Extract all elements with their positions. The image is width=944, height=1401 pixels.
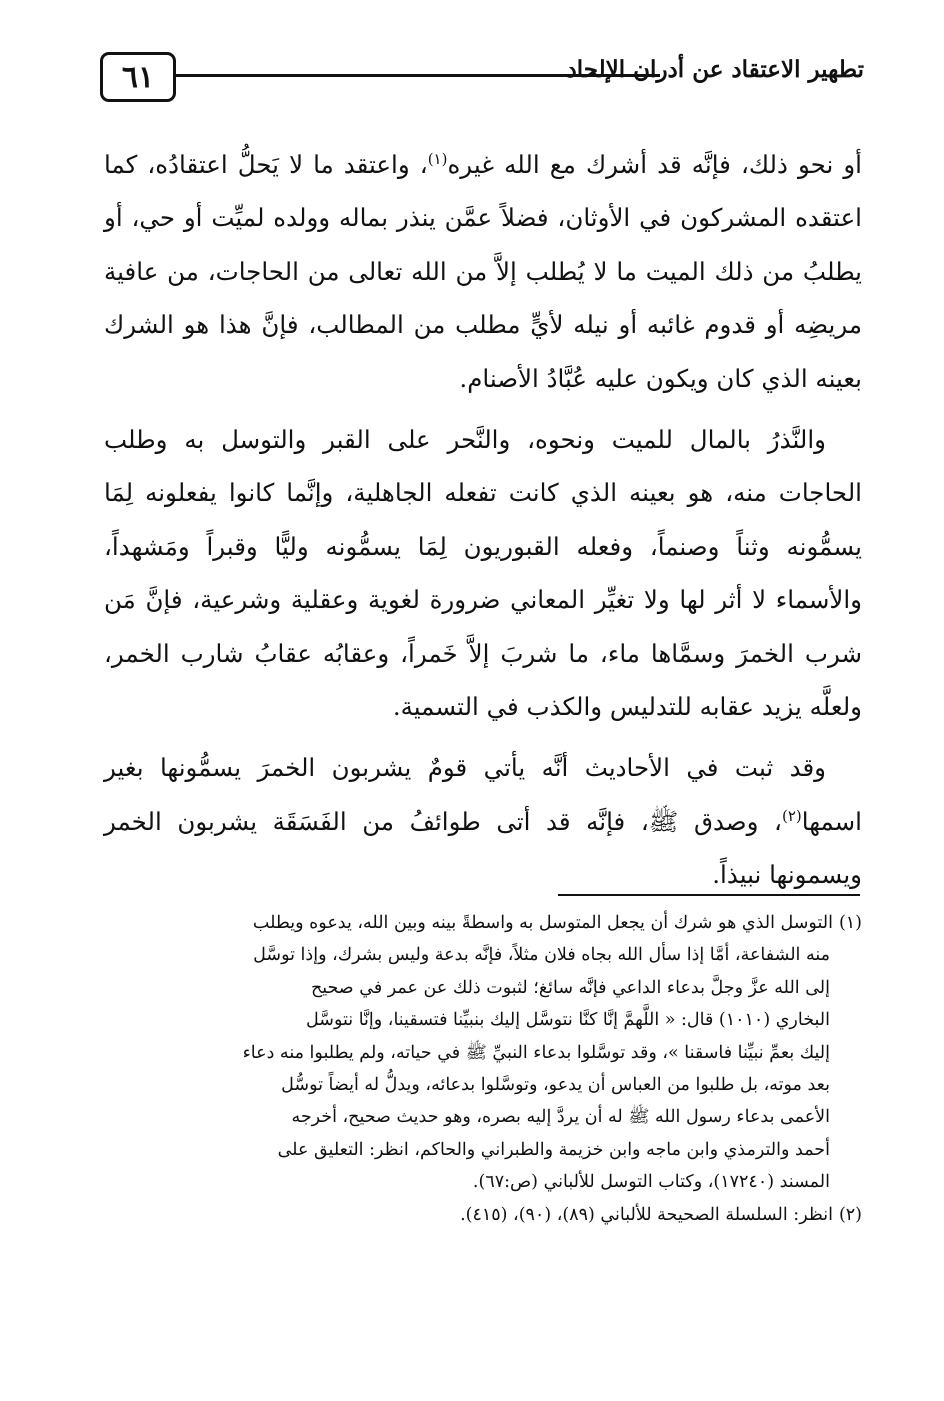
footnote-ref-1: (١) bbox=[427, 149, 448, 168]
paragraph-1-part-b: ، واعتقد ما لا يَحلُّ اعتقادُه، كما اعتقده المشركون في الأوثان، فضلاً عمَّن ينذر بماله وولده لميِّت أو حي، أو يطلبُ من ذلك الميت ما لا يُطلب إلاَّ من الله تعالى من الحاجات، من عافية مريضِه أو قدوم غائبه أو نيله لأيٍّ مطلب من المطالب، فإنَّ هذا هو الشرك بعينه الذي كان ويكون عليه عُبَّادُ الأصنام. bbox=[104, 150, 862, 393]
footnote-1-line-4: البخاري (١٠١٠) قال: « اللَّهمَّ إنَّا كنَّا نتوسَّل إليك بنبيِّنا فتسقينا، وإنَّا نتوسَّل bbox=[306, 1010, 830, 1031]
running-header bbox=[100, 52, 864, 102]
footnote-1-line-7: الأعمى بدعاء رسول الله ﷺ له أن يردَّ إليه بصره، وهو حديث صحيح، أخرجه bbox=[291, 1107, 830, 1128]
paragraph-1-part-a: أو نحو ذلك، فإنَّه قد أشرك مع الله غيره bbox=[447, 150, 862, 179]
footnote-2-number: (٢) bbox=[838, 1204, 862, 1225]
book-title: تطهير الاعتقاد عن أدران الإلحاد bbox=[566, 56, 864, 83]
paragraph-1 bbox=[104, 138, 862, 405]
page-number-box bbox=[100, 52, 176, 102]
footnote-2-text-1: انظر: السلسلة الصحيحة للألباني (٨٩)، (٩٠)، (٤١٥). bbox=[460, 1204, 833, 1225]
footnote-1-line-9: المسند (١٧٢٤٠)، وكتاب التوسل للألباني (ص:٦٧). bbox=[472, 1172, 830, 1193]
footnote-ref-2: (٢) bbox=[781, 806, 802, 825]
footnote-1-line-2: منه الشفاعة، أمَّا إذا سأل الله بجاه فلان مثلاً، فإنَّه بدعة وليس بشرك، وإذا توسَّل bbox=[253, 945, 830, 966]
footnote-1-text-1: التوسل الذي هو شرك أن يجعل المتوسل به واسطةً بينه وبين الله، يدعوه ويطلب bbox=[252, 913, 833, 933]
footnote-1-line-1 bbox=[104, 907, 862, 939]
main-text bbox=[104, 138, 862, 902]
footnote-1-line-6: بعد موته، بل طلبوا من العباس أن يدعو، وتوسَّلوا بدعائه، ويدلُّ له أيضاً توسُّل bbox=[281, 1075, 830, 1096]
footnotes bbox=[104, 907, 862, 1231]
page-number: ٦١ bbox=[121, 59, 155, 95]
footnote-1-line-5: إليك بعمِّ نبيِّنا فاسقنا »، وقد توسَّلوا بدعاء النبيِّ ﷺ في حياته، ولم يطلبوا منه دعاء bbox=[242, 1042, 830, 1063]
paragraph-3-part-b: ، وصدق ﷺ، فإنَّه قد أتى طوائفُ من الفَسَقَة يشربون الخمر ويسمونها نبيذاً. bbox=[104, 806, 862, 890]
paragraph-3 bbox=[104, 741, 862, 901]
footnote-1-line-3: إلى الله عزَّ وجلَّ بدعاء الداعي فإنَّه سائغ؛ لثبوت ذلك عن عمر في صحيح bbox=[310, 977, 830, 998]
footnote-separator bbox=[558, 894, 860, 896]
paragraph-2: والنَّذرُ بالمال للميت ونحوه، والنَّحر على القبر والتوسل به وطلب الحاجات منه، هو بعينه الذي كانت تفعله الجاهلية، وإنَّما كانوا يفعلونه لِمَا يسمُّونه وثناً وصنماً، وفعله القبوريون لِمَا يسمُّونه وليًّا وقبراً ومَشهداً، والأسماء لا أثر لها ولا تغيِّر المعاني ضرورة لغوية وعقلية وشرعية، فإنَّ مَن شرب الخمرَ وسمَّاها ماء، ما شربَ إلاَّ خَمراً، وعقابُه عقابُ شارب الخمر، ولعلَّه يزيد عقابه للتدليس والكذب في التسمية. bbox=[104, 425, 862, 722]
paragraph-3-part-a: وقد ثبت في الأحاديث أنَّه يأتي قومٌ يشربون الخمرَ يسمُّونها بغير اسمها bbox=[104, 753, 862, 836]
footnote-2-line-1 bbox=[104, 1199, 862, 1231]
footnote-1-line-8: أحمد والترمذي وابن ماجه وابن خزيمة والطبراني والحاكم، انظر: التعليق على bbox=[277, 1139, 830, 1160]
footnote-1-number: (١) bbox=[838, 913, 862, 933]
